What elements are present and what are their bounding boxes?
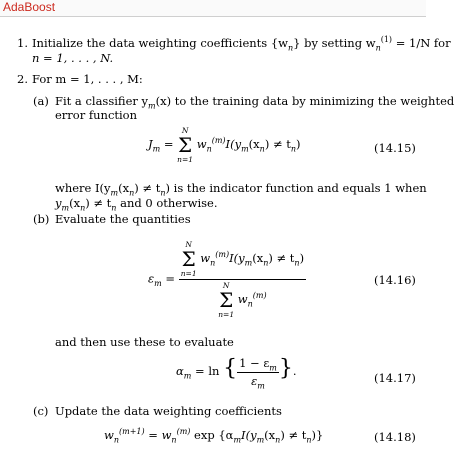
sub-c-line1: Update the data weighting coefficients bbox=[55, 404, 282, 418]
sub-a-line2: error function bbox=[55, 108, 138, 122]
sub-a-marker: (a) bbox=[33, 94, 49, 108]
step1-marker: 1. bbox=[17, 36, 28, 50]
sub-b-marker: (b) bbox=[33, 212, 50, 226]
eq-number-14-18: (14.18) bbox=[374, 430, 416, 444]
epsilon-fraction: N Σ n=1 $w_n^{(m)}I(y_m(x_n) \ne t_n)$ N Σ n=1 $w_n^{(m)}$ bbox=[180, 240, 305, 319]
equation-14-16: $\varepsilon_m$ = N Σ n=1 $w_n^{(m)}I(y_m(x_n) \ne t_n)$ N Σ n=1 $w_n^{(m)}$ bbox=[148, 240, 305, 319]
eq-number-14-16: (14.16) bbox=[374, 273, 416, 287]
sum-symbol: N Σ n=1 bbox=[177, 126, 194, 164]
step2-marker: 2. bbox=[17, 72, 28, 86]
step1-line1: Initialize the data weighting coefficients $\{w_n\}$ by setting $w_n^{(1)} = 1/N$ for bbox=[32, 35, 451, 53]
sub-b-line1: Evaluate the quantities bbox=[55, 212, 191, 226]
title-bar bbox=[0, 0, 426, 17]
eq-number-14-17: (14.17) bbox=[374, 371, 416, 385]
equation-14-17: $\alpha_m = \ln$ { $\frac{1 - \varepsilon_m}{\varepsilon_m}$ }. bbox=[176, 356, 297, 390]
equation-14-15: $J_m$ = N Σ n=1 $w_n^{(m)}I(y_m(x_n) \ne t_n)$ bbox=[148, 126, 301, 164]
step1-line2: n = 1, . . . , N. bbox=[32, 51, 114, 65]
sub-a-after2: $y_m(x_n) \ne t_n$ and 0 otherwise. bbox=[55, 196, 218, 213]
window-title: AdaBoost bbox=[3, 0, 56, 14]
sub-a-line1: Fit a classifier $y_m(x)$ to the training data by minimizing the weighted bbox=[55, 94, 454, 111]
eq-number-14-15: (14.15) bbox=[374, 141, 416, 155]
equation-14-18: $w_n^{(m+1)} = w_n^{(m)}$ $\exp \{\alpha_mI(y_m(x_n) \ne t_n)\}$ bbox=[104, 427, 324, 445]
sub-c-marker: (c) bbox=[33, 404, 49, 418]
sub-a-after1: where $I(y_m(x_n) \ne t_n)$ is the indicator function and equals 1 when bbox=[55, 181, 427, 198]
sub-b-then: and then use these to evaluate bbox=[55, 335, 234, 349]
step2-text: For m = 1, . . . , M: bbox=[32, 72, 143, 86]
